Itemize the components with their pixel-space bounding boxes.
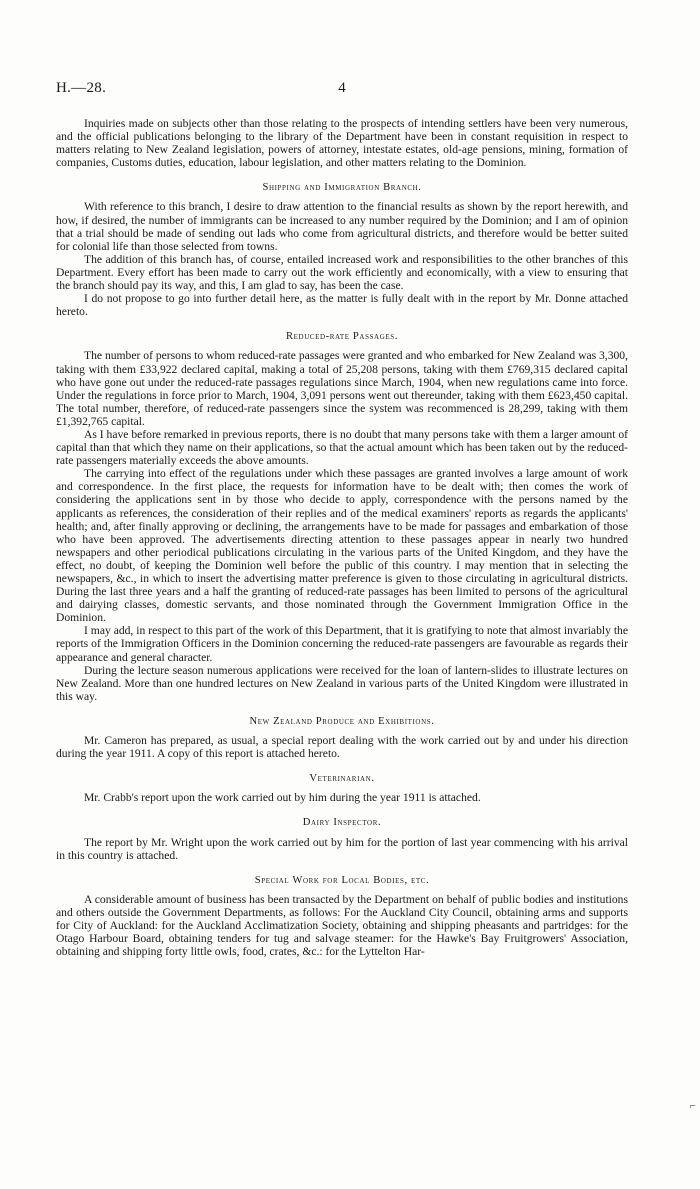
- section-heading: Reduced-rate Passages.: [286, 331, 398, 343]
- section-special-work: [56, 874, 628, 959]
- paragraph: The report by Mr. Wright upon the work carried out by him for the portion of last year commencing with his arrival in this country is attached.: [56, 835, 628, 862]
- section-heading: Special Work for Local Bodies, etc.: [254, 874, 430, 886]
- section-shipping: [56, 181, 628, 318]
- section-dairy: [56, 816, 628, 861]
- section-heading: Dairy Inspector.: [302, 817, 382, 829]
- paragraph: As I have before remarked in previous reports, there is no doubt that many persons take with them a larger amount of capital than that which they name on their applications, so that the actual amount which has been taken out by the reduced-rate passengers materially exceeds the above amounts.: [56, 427, 628, 468]
- paragraph: I may add, in respect to this part of the work of this Department, that it is gratifying to note that almost invariably the reports of the Immigration Officers in the Dominion concerning the reduced-rate passengers are favourable as regards their appearance and general character.: [56, 624, 628, 664]
- section-heading: Veterinarian.: [309, 773, 375, 785]
- paragraph: The carrying into effect of the regulations under which these passages are granted involves a large amount of work and correspondence. In the first place, the requests for information have to be dealt with; then comes the work of considering the applications sent in by those who decide to apply, correspondence with the persons named by the applicants as references, the consideration of their replies and of the medical examiners' reports as regards the applicants' health; and, after finally approving or declining, the arrangements have to be made for passages and embarkation of those who have been approved. The advertisements directing attention to these passages appear in nearly two hundred newspapers and other periodical publications circulating in the various parts of the United Kingdom, and they have the effect, no doubt, of keeping the Dominion well before the public of this country. I may mention that in selecting the newspapers, &c., in which to insert the advertising matter preference is given to those circulating in agricultural districts. During the last three years and a half the granting of reduced-rate passages has been limited to persons of the agricultural and dairying classes, domestic servants, and those nominated through the Government Immigration Office in the Dominion.: [56, 467, 628, 625]
- paragraph: Inquiries made on subjects other than those relating to the prospects of intending settlers have been very numerous, and the official publications belonging to the library of the Department have been in constant requisition in respect to matters relating to New Zealand legislation, powers of attorney, intestate estates, old-age pensions, mining, formation of companies, Customs duties, education, labour legislation, and other matters relating to the Dominion.: [56, 117, 628, 170]
- paragraph: The number of persons to whom reduced-rate passages were granted and who embarked for New Zealand was 3,300, taking with them £33,922 declared capital, making a total of 25,208 persons, taking with them £769,315 declared capital who have gone out under the reduced-rate passages regulations since March, 1904, when new regulations came into force. Under the regulations in force prior to March, 1904, 3,091 persons went out thereunder, taking with them £623,450 capital. The total number, therefore, of reduced-rate passengers since the system was recommenced is 28,299, taking with them £1,392,765 capital.: [56, 349, 628, 428]
- section-heading: Shipping and Immigration Branch.: [262, 182, 422, 194]
- page-header: [56, 80, 628, 100]
- margin-mark: ⌐: [689, 1100, 696, 1112]
- section-reduced-rate: [56, 330, 628, 703]
- section-produce: [56, 715, 628, 760]
- paragraph: A considerable amount of business has been transacted by the Department on behalf of public bodies and institutions and others outside the Government Departments, as follows: For the Auckland City Council, obtaining arms and supports for City of Auckland: for the Auckland Acclimatization Society, obtaining and shipping pheasants and partridges: for the Otago Harbour Board, obtaining tenders for tug and salvage steamer: for the Hawke's Bay Fruitgrowers' Association, obtaining and shipping forty little owls, food, crates, &c.: for the Lyttelton Har-: [56, 892, 628, 959]
- paragraph: I do not propose to go into further detail here, as the matter is fully dealt with in the report by Mr. Donne attached hereto.: [56, 292, 628, 319]
- paragraph: With reference to this branch, I desire to draw attention to the financial results as shown by the report herewith, and how, if desired, the number of immigrants can be increased to any number required by the Dominion; and I am of opinion that a trial should be made of sending out lads who come from agricultural districts, and therefore would be better suited for colonial life than those selected from towns.: [56, 200, 628, 253]
- document-reference: H.—28.: [56, 80, 107, 96]
- paragraph: During the lecture season numerous applications were received for the loan of lantern-slides to illustrate lectures on New Zealand. More than one hundred lectures on New Zealand in various parts of the United Kingdom were illustrated in this way.: [56, 663, 628, 703]
- paragraph: Mr. Cameron has prepared, as usual, a special report dealing with the work carried out by and under his direction during the year 1911. A copy of this report is attached hereto.: [56, 734, 628, 761]
- section-heading: New Zealand Produce and Exhibitions.: [249, 715, 435, 727]
- paragraph: The addition of this branch has, of course, entailed increased work and responsibilities to the other branches of this Department. Every effort has been made to carry out the work efficiently and economically, with a view to ensuring that the branch should pay its way, and this, I am glad to say, has been the case.: [56, 252, 628, 293]
- section-inquiries: [56, 117, 628, 169]
- page-number: 4: [338, 80, 346, 96]
- paragraph: Mr. Crabb's report upon the work carried out by him during the year 1911 is attached.: [84, 791, 481, 805]
- document-body: [56, 117, 628, 958]
- section-veterinarian: [56, 772, 628, 804]
